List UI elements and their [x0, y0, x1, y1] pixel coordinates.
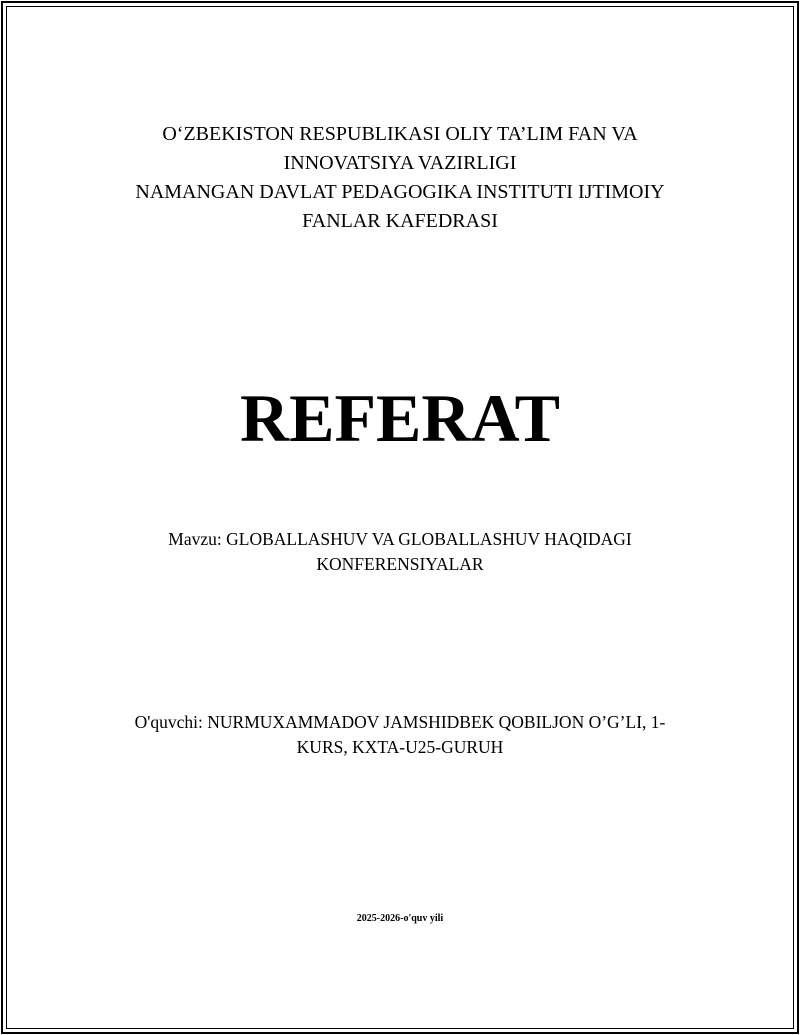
student-line: KURS, KXTA-U25-GURUH — [296, 737, 504, 757]
header-line: INNOVATSIYA VAZIRLIGI — [283, 152, 517, 174]
header-line: FANLAR KAFEDRASI — [302, 210, 498, 232]
institution-header — [100, 120, 700, 236]
header-line: NAMANGAN DAVLAT PEDAGOGIKA INSTITUTI IJTIMOIY — [135, 181, 665, 203]
topic-line: KONFERENSIYALAR — [316, 554, 484, 574]
student-line: O'quvchi: NURMUXAMMADOV JAMSHIDBEK QOBILJON O’G’LI, 1- — [134, 712, 666, 732]
student-info — [100, 710, 700, 760]
topic-line: Mavzu: GLOBALLASHUV VA GLOBALLASHUV HAQIDAGI — [168, 529, 632, 549]
topic — [100, 527, 700, 577]
academic-year: 2025-2026-o'quv yili — [356, 913, 444, 924]
document-title: REFERAT — [240, 380, 560, 456]
header-line: O‘ZBEKISTON RESPUBLIKASI OLIY TA’LIM FAN VA — [162, 123, 638, 145]
